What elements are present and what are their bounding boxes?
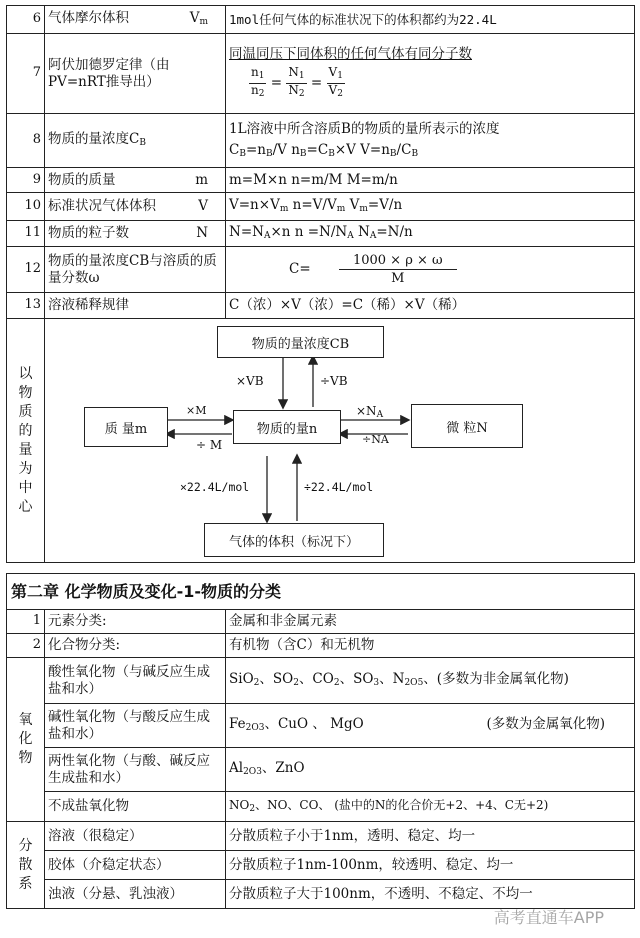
table-row — [7, 168, 635, 193]
row-number: 10 — [7, 193, 45, 221]
oxide-group-label: 氧化物 — [7, 658, 45, 822]
label-div-22-4: ÷22.4L/mol — [304, 480, 374, 494]
avogadro-law-text: 同温同压下同体积的任何气体有同分子数 — [229, 45, 472, 62]
desc-cell: 分散质粒子大于100nm，不透明、不稳定、不均一 — [226, 880, 635, 909]
desc-cell: 1mol任何气体的标准状况下的体积都约为22.4L — [226, 6, 635, 34]
term-cell: 物质的质量 m — [45, 168, 226, 193]
desc-cell: $N=N_A\times n$ $n =N/N_A$ $N_A=N/n$ — [226, 221, 635, 247]
term-cell: 物质的量浓度CB与溶质的质量分数ω — [45, 247, 226, 293]
denominator: M — [391, 271, 405, 286]
term-cell: 溶液稀释规律 — [45, 293, 226, 319]
box-mass: 质 量m — [84, 407, 168, 447]
chapter-row — [7, 574, 635, 610]
chapter-title: 第二章 化学物质及变化-1-物质的分类 — [7, 574, 635, 610]
table-row — [7, 293, 635, 319]
watermark: 高考直通车APP — [493, 908, 604, 927]
desc-cell: $V=n\times V_m$ $n=V/V_m$ $V_m=V/n$ — [226, 193, 635, 221]
table-row — [7, 822, 635, 851]
table-row — [7, 610, 635, 634]
term-cell: 酸性氧化物（与碱反应生成盐和水） — [45, 658, 226, 704]
desc-cell: C（浓）×V（浓）=C（稀）×V（稀） — [226, 293, 635, 319]
table-row — [7, 221, 635, 247]
desc-cell — [226, 114, 635, 168]
term-cell: 物质的量浓度$C_B$ — [45, 114, 226, 168]
desc-cell: 有机物（含C）和无机物 — [226, 634, 635, 658]
table-row — [7, 193, 635, 221]
row-number: 12 — [7, 247, 45, 293]
desc-cell: $NO_2$、NO、CO、 (盐中的N的化合价无+2、+4、C无+2) — [226, 792, 635, 822]
term-cell: 胶体（介稳定状态） — [45, 851, 226, 880]
numerator: 1000 × ρ × ω — [339, 252, 457, 270]
avogadro-equation: $\frac{n_1}{n_2}$ = $\frac{N_1}{N_2}$ = $\frac{V_1}{V_2}$ — [251, 65, 343, 100]
desc-cell: $Al_{2O3}$、ZnO — [226, 748, 635, 792]
label-times-vb: ×VB — [236, 374, 264, 388]
box-amount-of-substance: 物质的量n — [233, 410, 341, 444]
desc-cell: 金属和非金属元素 — [226, 610, 635, 634]
desc-cell: SiO$_2$、$SO_2$、$CO_2$、$SO_3$、$N_{2O5}$、(多数为非金属氧化物) — [226, 658, 635, 704]
diagram-row — [7, 319, 635, 563]
term-label: 气体摩尔体积 — [48, 10, 129, 27]
row-number: 9 — [7, 168, 45, 193]
table-row — [7, 792, 635, 822]
table-row — [7, 851, 635, 880]
table-row — [7, 634, 635, 658]
term-cell: 两性氧化物（与酸、碱反应生成盐和水） — [45, 748, 226, 792]
diagram-cell — [45, 319, 635, 563]
term-cell: 不成盐氧化物 — [45, 792, 226, 822]
table-row — [7, 247, 635, 293]
term-cell: 溶液（很稳定） — [45, 822, 226, 851]
desc-cell: 分散质粒子1nm-100nm，较透明、稳定、均一 — [226, 851, 635, 880]
desc-cell: 分散质粒子小于1nm，透明、稳定、均一 — [226, 822, 635, 851]
box-concentration: 物质的量浓度CB — [217, 326, 384, 358]
box-gas-volume: 气体的体积（标况下） — [204, 523, 384, 557]
row-number: 2 — [7, 634, 45, 658]
table-row — [7, 6, 635, 34]
table-row — [7, 658, 635, 704]
term-cell — [45, 6, 226, 34]
table-row — [7, 114, 635, 168]
table-row — [7, 34, 635, 114]
disperse-group-label: 分散系 — [7, 822, 45, 909]
row-number: 1 — [7, 610, 45, 634]
symbol: $V_m$ — [189, 10, 208, 28]
term-cell: 阿伏加德罗定律（由PV=nRT推导出） — [45, 34, 226, 114]
label-times-m: ×M — [186, 404, 207, 417]
desc-cell: $Fe_{2O3}$、CuO 、 MgO (多数为金属氧化物) — [226, 704, 635, 748]
table-row — [7, 704, 635, 748]
label-times-22-4: ×22.4L/mol — [180, 480, 250, 494]
term-cell: 标准状况气体体积 V — [45, 193, 226, 221]
row-number: 13 — [7, 293, 45, 319]
table-row — [7, 748, 635, 792]
concentration-definition: 1L溶液中所含溶质B的物质的量所表示的浓度 — [229, 120, 500, 137]
concentration-formulas: $C_B=n_B/V$ $n_B=C_B\times V$ $V=n_B/C_B$ — [229, 141, 419, 159]
desc-cell: m=M×n n=m/M M=m/n — [226, 168, 635, 193]
label-div-m: ÷ M — [196, 438, 223, 452]
desc-cell — [226, 247, 635, 293]
label-div-na: ÷NA — [362, 433, 389, 446]
row-number: 11 — [7, 221, 45, 247]
term-cell: 物质的粒子数 N — [45, 221, 226, 247]
label-div-vb: ÷VB — [320, 374, 348, 388]
formula-table — [6, 5, 635, 563]
classification-table — [6, 573, 635, 909]
term-cell: 碱性氧化物（与酸反应生成盐和水） — [45, 704, 226, 748]
row-number: 6 — [7, 6, 45, 34]
diagram-side-label: 以物质的量为中心 — [7, 319, 45, 563]
row-number: 7 — [7, 34, 45, 114]
term-cell: 浊液（分悬、乳浊液） — [45, 880, 226, 909]
row-number: 8 — [7, 114, 45, 168]
term-cell: 元素分类: — [45, 610, 226, 634]
c-label: C= — [289, 261, 311, 277]
desc-cell — [226, 34, 635, 114]
label-times-na: $\times N_A$ — [356, 404, 384, 420]
term-cell: 化合物分类: — [45, 634, 226, 658]
box-particles: 微 粒N — [411, 404, 523, 448]
